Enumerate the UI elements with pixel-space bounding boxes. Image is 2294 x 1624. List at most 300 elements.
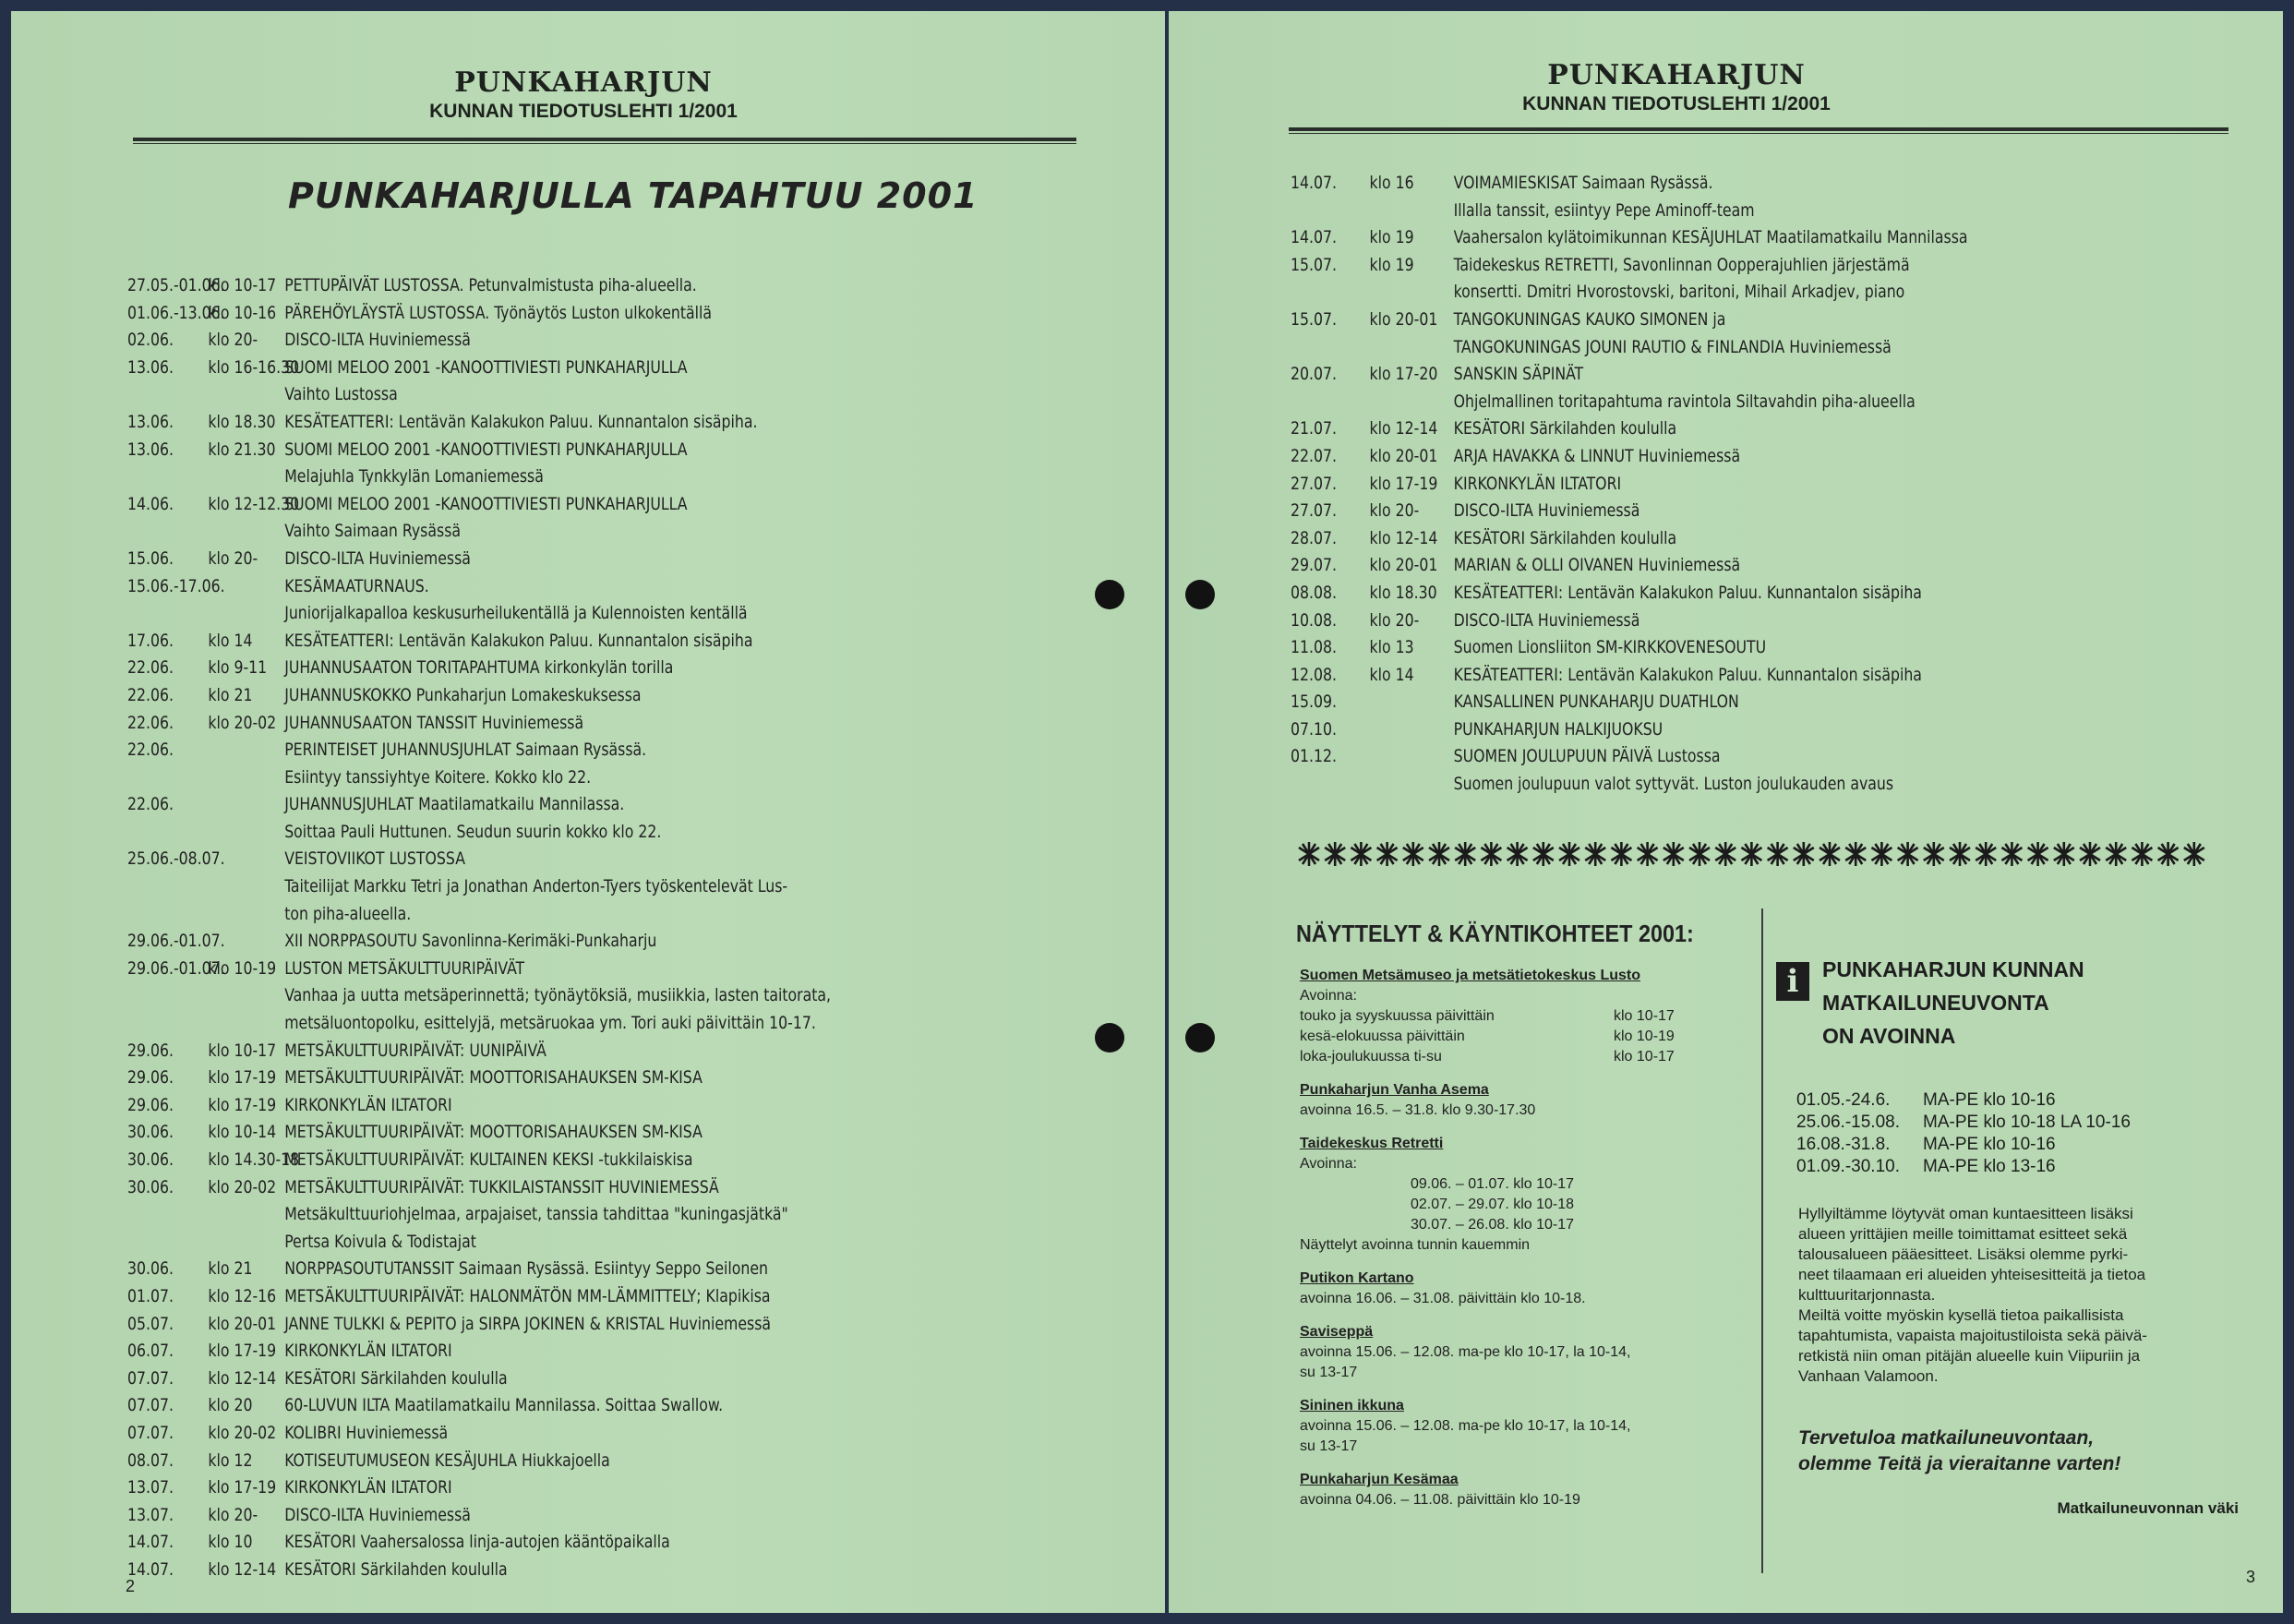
venue-hours-row	[1300, 1047, 1706, 1067]
hours-row	[1796, 1089, 2056, 1112]
event-item	[1291, 471, 2191, 499]
event-time: klo 20-01	[208, 1313, 277, 1334]
event-time: klo 21	[208, 684, 253, 705]
venue-hours-label: Avoinna:	[1300, 1156, 1357, 1172]
event-date: 05.07.	[127, 1313, 174, 1334]
event-time: klo 20-02	[208, 1422, 277, 1443]
event-date: 10.08.	[1291, 609, 1338, 631]
event-description: KESÄTEATTERI: Lentävän Kalakukon Paluu. Kunnantalon sisäpiha	[1453, 664, 1922, 685]
event-description: Vaihto Lustossa	[284, 384, 398, 405]
event-date: 22.06.	[127, 740, 174, 761]
event-date: 14.07.	[1291, 173, 1338, 193]
snowflake-icon	[1924, 842, 1944, 866]
venue-hours-row	[1300, 1174, 1706, 1195]
snowflake-icon	[1638, 842, 1658, 866]
hours-period: 01.09.-30.10.	[1796, 1157, 1900, 1176]
event-date: 08.08.	[1291, 582, 1338, 603]
event-item	[127, 1065, 977, 1092]
event-item	[1291, 743, 2191, 798]
event-description: metsäluontopolku, esittelyjä, metsäruokaa ym. Tori auki päivittäin 10-17.	[284, 1013, 816, 1034]
event-description: SUOMI MELOO 2001 -KANOOTTIVIESTI PUNKAHARJULLA	[284, 493, 688, 514]
event-date: 27.07.	[1291, 500, 1338, 522]
event-description: KIRKONKYLÄN ILTATORI	[284, 1477, 452, 1498]
event-description: MARIAN & OLLI OIVANEN Huviniemessä	[1453, 555, 1741, 576]
snowflake-icon	[2028, 842, 2048, 866]
event-time: klo 17-19	[208, 1341, 277, 1362]
hours-period: 16.08.-31.8.	[1796, 1135, 1891, 1154]
event-time: klo 12-16	[208, 1285, 277, 1306]
tourist-info-heading-line: PUNKAHARJUN KUNNAN	[1822, 957, 2084, 981]
event-time: klo 16-16.30	[208, 356, 300, 378]
event-date: 15.06.	[127, 547, 174, 569]
snowflake-icon	[1377, 842, 1398, 866]
event-date: 06.07.	[127, 1341, 174, 1362]
event-description: KIRKONKYLÄN ILTATORI	[284, 1341, 452, 1362]
venue-hours-label: Avoinna:	[1300, 988, 1357, 1004]
event-item	[127, 1256, 977, 1283]
event-item	[127, 327, 977, 355]
event-date: 12.08.	[1291, 664, 1338, 685]
snowflake-icon	[1794, 842, 1814, 866]
event-description: DISCO-ILTA Huviniemessä	[1453, 500, 1640, 522]
event-date: 25.06.-08.07.	[127, 848, 225, 870]
event-item	[127, 710, 977, 738]
info-paragraph-line: retkistä niin oman pitäjän alueelle kuin Viipuriin ja	[1798, 1347, 2141, 1365]
snowflake-border-icon	[1296, 836, 2219, 872]
event-description: XII NORPPASOUTU Savonlinna-Kerimäki-Punkaharju	[284, 931, 657, 952]
snowflake-icon	[1871, 842, 1892, 866]
event-date: 30.06.	[127, 1122, 174, 1143]
event-description: KANSALLINEN PUNKAHARJU DUATHLON	[1453, 692, 1739, 713]
event-description: KOLIBRI Huviniemessä	[284, 1422, 449, 1443]
hours-row	[1796, 1112, 2131, 1134]
venue-name: Punkaharjun Vanha Asema	[1300, 1082, 1489, 1098]
event-date: 22.06.	[127, 684, 174, 705]
event-date: 22.06.	[127, 657, 174, 679]
event-date: 29.06.	[127, 1094, 174, 1115]
event-item	[127, 928, 977, 956]
event-date: 14.06.	[127, 493, 174, 514]
event-description: KESÄTORI Särkilahden koululla	[284, 1367, 508, 1389]
tourist-info-heading	[1822, 953, 2084, 1053]
venue-name: Sininen ikkuna	[1300, 1398, 1404, 1413]
tourist-info-heading-line: ON AVOINNA	[1822, 1024, 1956, 1048]
event-description: ARJA HAVAKKA & LINNUT Huviniemessä	[1453, 445, 1741, 466]
snowflake-icon	[1351, 842, 1371, 866]
event-item	[1291, 580, 2191, 607]
event-date: 30.06.	[127, 1176, 174, 1197]
event-item	[127, 300, 977, 328]
venue-hours-row	[1300, 1215, 1706, 1235]
event-date: 13.07.	[127, 1504, 174, 1525]
event-date: 07.07.	[127, 1367, 174, 1389]
event-description: Illalla tanssit, esiintyy Pepe Aminoff-team	[1453, 199, 1755, 221]
event-item	[1291, 634, 2191, 662]
event-time: klo 14	[1369, 664, 1414, 685]
event-date: 29.06.	[127, 1040, 174, 1061]
event-item	[1291, 552, 2191, 580]
event-description: Vaihto Saimaan Rysässä	[284, 521, 462, 542]
event-item	[127, 546, 977, 573]
event-description: JUHANNUSAATON TORITAPAHTUMA kirkonkylän torilla	[284, 657, 674, 679]
event-description: KESÄTEATTERI: Lentävän Kalakukon Paluu. Kunnantalon sisäpiha	[284, 630, 753, 651]
event-description: KIRKONKYLÄN ILTATORI	[284, 1094, 452, 1115]
event-item	[127, 1448, 977, 1475]
event-description: METSÄKULTTUURIPÄIVÄT: TUKKILAISTANSSIT HUVINIEMESSÄ	[284, 1176, 719, 1197]
snowflake-icon	[1585, 842, 1605, 866]
event-date: 14.07.	[127, 1558, 174, 1580]
event-date: 29.06.-01.07.	[127, 957, 225, 979]
event-item	[127, 272, 977, 300]
event-item	[1291, 170, 2191, 224]
hours-period: 01.05.-24.6.	[1796, 1090, 1891, 1110]
event-item	[127, 1092, 977, 1120]
event-time: klo 17-19	[1369, 473, 1438, 494]
event-date: 13.06.	[127, 356, 174, 378]
left-masthead	[366, 66, 800, 123]
event-description: KESÄMAATURNAUS.	[284, 575, 429, 596]
event-description: DISCO-ILTA Huviniemessä	[1453, 609, 1640, 631]
event-item	[127, 1392, 977, 1420]
event-item	[127, 682, 977, 710]
right-masthead	[1459, 59, 1893, 115]
event-date: 08.07.	[127, 1450, 174, 1471]
event-time: klo 20-01	[1369, 555, 1438, 576]
page-number: 3	[2245, 1568, 2255, 1586]
venue-hours-label: avoinna 15.06. – 12.08. ma-pe klo 10-17, la 10-14,	[1300, 1418, 1631, 1434]
event-description: SANSKIN SÄPINÄT	[1453, 364, 1584, 385]
event-date: 30.06.	[127, 1149, 174, 1170]
snowflake-icon	[1845, 842, 1866, 866]
event-time: klo 12	[208, 1450, 253, 1471]
event-description: PERINTEISET JUHANNUSJUHLAT Saimaan Rysässä.	[284, 740, 647, 761]
event-date: 27.07.	[1291, 473, 1338, 494]
event-date: 29.06.-01.07.	[127, 931, 225, 952]
snowflake-icon	[2158, 842, 2179, 866]
snowflake-icon	[1715, 842, 1736, 866]
venue-hours-row	[1300, 1289, 1706, 1309]
event-date: 17.06.	[127, 630, 174, 651]
hours-row	[1796, 1156, 2056, 1178]
event-time: klo 10-14	[208, 1122, 277, 1143]
venue-hours-label: loka-joulukuussa ti-su	[1300, 1049, 1442, 1065]
event-description: PUNKAHARJUN HALKIJUOKSU	[1453, 718, 1663, 740]
venue-hours-row	[1300, 1027, 1706, 1047]
event-date: 22.06.	[127, 712, 174, 733]
event-item	[127, 409, 977, 437]
event-date: 20.07.	[1291, 364, 1338, 385]
event-date: 30.06.	[127, 1258, 174, 1280]
event-time: klo 14	[208, 630, 253, 651]
event-item	[1291, 252, 2191, 307]
event-description: LUSTON METSÄKULTTUURIPÄIVÄT	[284, 957, 525, 979]
event-description: Juniorijalkapalloa keskusurheilukentällä ja Kulennoisten kentällä	[284, 603, 748, 624]
event-time: klo 12-14	[1369, 418, 1438, 439]
snowflake-icon	[2054, 842, 2074, 866]
info-paragraph-line: Hyllyiltämme löytyvät oman kuntaesitteen lisäksi	[1798, 1205, 2133, 1222]
venue-name: Putikon Kartano	[1300, 1270, 1414, 1286]
event-date: 22.06.	[127, 794, 174, 815]
event-date: 02.06.	[127, 330, 174, 351]
event-time: klo 20-01	[1369, 308, 1438, 330]
info-paragraph	[1798, 1204, 2241, 1387]
event-description: DISCO-ILTA Huviniemessä	[284, 330, 471, 351]
hours-row	[1796, 1134, 2056, 1156]
event-time: klo 17-20	[1369, 364, 1438, 385]
venue-hours-row	[1300, 1416, 1706, 1437]
event-item	[127, 1119, 977, 1147]
event-item	[1291, 224, 2191, 252]
left-event-list	[127, 272, 977, 1584]
ornament-border	[1296, 836, 2219, 881]
info-paragraph-line: tapahtumista, vapaista majoitustiloista sekä päivä-	[1798, 1327, 2147, 1344]
snowflake-icon	[1950, 842, 1970, 866]
event-description: Suomen joulupuun valot syttyvät. Luston joulukauden avaus	[1453, 774, 1894, 795]
event-description: TANGOKUNINGAS JOUNI RAUTIO & FINLANDIA Huviniemessä	[1453, 336, 1892, 357]
hours-value: MA-PE klo 10-16	[1923, 1090, 2056, 1110]
event-item	[1291, 307, 2191, 361]
event-item	[127, 846, 977, 928]
event-item	[1291, 716, 2191, 744]
welcome-line: Tervetuloa matkailuneuvontaan,	[1798, 1427, 2095, 1449]
event-description: TANGOKUNINGAS KAUKO SIMONEN ja	[1453, 308, 1726, 330]
event-item	[127, 628, 977, 656]
page-title: PUNKAHARJULLA TAPAHTUU 2001	[288, 175, 979, 216]
event-date: 07.07.	[127, 1395, 174, 1416]
snowflake-icon	[1820, 842, 1840, 866]
venue-hours-label: 30.07. – 26.08. klo 10-17	[1411, 1217, 1575, 1233]
event-date: 14.07.	[127, 1532, 174, 1553]
event-time: klo 21.30	[208, 439, 276, 460]
event-description: PÄREHÖYLÄYSTÄ LUSTOSSA. Työnäytös Luston ulkokentällä	[284, 302, 713, 323]
event-time: klo 20-	[208, 330, 258, 351]
venue-hours-label: 02.07. – 29.07. klo 10-18	[1411, 1197, 1575, 1212]
event-time: klo 12-14	[208, 1367, 277, 1389]
snowflake-icon	[1768, 842, 1788, 866]
venue-hours-label: avoinna 16.06. – 31.08. päivittäin klo 10-18.	[1300, 1291, 1586, 1306]
event-time: klo 21	[208, 1258, 253, 1280]
info-paragraph-line: alueen yrittäjien meille toimittamat esitteet sekä	[1798, 1225, 2128, 1243]
info-paragraph-line: Vanhaan Valamoon.	[1798, 1367, 1939, 1385]
event-time: klo 12-14	[1369, 527, 1438, 548]
opening-hours	[1796, 1089, 2131, 1178]
event-date: 28.07.	[1291, 527, 1338, 548]
event-date: 07.10.	[1291, 718, 1338, 740]
snowflake-icon	[1898, 842, 1918, 866]
event-item	[127, 1283, 977, 1311]
event-date: 01.06.-13.06.	[127, 302, 225, 323]
event-date: 15.07.	[1291, 308, 1338, 330]
masthead-title: PUNKAHARJUN	[1547, 59, 1806, 91]
event-description: KESÄTEATTERI: Lentävän Kalakukon Paluu. Kunnantalon sisäpiha.	[284, 411, 758, 432]
page-number: 2	[126, 1577, 136, 1595]
event-description: KOTISEUTUMUSEON KESÄJUHLA Hiukkajoella	[284, 1450, 610, 1471]
venue-hours-label: su 13-17	[1300, 1365, 1358, 1380]
welcome-line: olemme Teitä ja vieraitanne varten!	[1798, 1453, 2121, 1474]
snowflake-icon	[1429, 842, 1449, 866]
snowflake-icon	[1455, 842, 1475, 866]
event-item	[1291, 361, 2191, 415]
event-description: KESÄTEATTERI: Lentävän Kalakukon Paluu. Kunnantalon sisäpiha	[1453, 582, 1922, 603]
right-event-list	[1291, 170, 2191, 799]
event-item	[127, 1038, 977, 1065]
snowflake-icon	[1403, 842, 1423, 866]
event-description: DISCO-ILTA Huviniemessä	[284, 547, 471, 569]
event-item	[127, 737, 977, 791]
event-time: klo 14.30-18	[208, 1149, 300, 1170]
event-time: klo 10-17	[208, 1040, 277, 1061]
event-description: SUOMI MELOO 2001 -KANOOTTIVIESTI PUNKAHARJULLA	[284, 356, 688, 378]
event-description: Suomen Lionsliiton SM-KIRKKOVENESOUTU	[1453, 637, 1767, 658]
event-description: Pertsa Koivula & Todistajat	[284, 1231, 476, 1252]
snowflake-icon	[1611, 842, 1631, 866]
venue-hours-label: avoinna 15.06. – 12.08. ma-pe klo 10-17, la 10-14,	[1300, 1344, 1631, 1360]
snowflake-icon	[1325, 842, 1345, 866]
info-paragraph-line: neet tilaamaan eri alueiden yhteisesitteitä ja tietoa	[1798, 1266, 2146, 1283]
column-divider	[1761, 908, 1763, 1573]
event-description: Taiteilijat Markku Tetri ja Jonathan Anderton-Tyers työskentelevät Lus-	[284, 876, 788, 897]
snowflake-icon	[1299, 842, 1319, 866]
info-paragraph-line: kulttuuritarjonnasta.	[1798, 1286, 1936, 1304]
venue-hours-time: klo 10-17	[1614, 1008, 1675, 1024]
event-time: klo 10-16	[208, 302, 277, 323]
event-description: KESÄTORI Särkilahden koululla	[284, 1558, 508, 1580]
venue-name: Saviseppä	[1300, 1324, 1374, 1340]
event-description: Metsäkulttuuriohjelmaa, arpajaiset, tanssia tahdittaa "kuningasjätkä"	[284, 1204, 788, 1225]
venue-hours-row	[1300, 1195, 1706, 1215]
venue-hours-row	[1300, 1490, 1706, 1510]
event-description: PETTUPÄIVÄT LUSTOSSA. Petunvalmistusta piha-alueella.	[284, 275, 697, 295]
event-description: Ohjelmallinen toritapahtuma ravintola Siltavahdin piha-alueella	[1453, 391, 1916, 412]
event-time: klo 20-	[208, 1504, 258, 1525]
event-time: klo 20-	[1369, 609, 1420, 631]
snowflake-icon	[2001, 842, 2022, 866]
event-time: klo 17-19	[208, 1067, 277, 1089]
hours-value: MA-PE klo 13-16	[1923, 1157, 2056, 1176]
event-description: VOIMAMIESKISAT Saimaan Rysässä.	[1453, 173, 1713, 193]
event-date: 13.06.	[127, 411, 174, 432]
punch-hole	[1095, 580, 1124, 609]
hours-value: MA-PE klo 10-16	[1923, 1135, 2056, 1154]
event-time: klo 20-	[1369, 500, 1420, 522]
info-paragraph-line: talousalueen pääesitteet. Lisäksi olemme pyrki-	[1798, 1245, 2129, 1263]
event-description: Esiintyy tanssiyhtye Koitere. Kokko klo 22.	[284, 766, 592, 788]
welcome-text	[1798, 1426, 2241, 1477]
event-description: 60-LUVUN ILTA Maatilamatkailu Mannilassa. Soittaa Swallow.	[284, 1395, 724, 1416]
venue-name: Punkaharjun Kesämaa	[1300, 1472, 1459, 1487]
event-description: SUOMI MELOO 2001 -KANOOTTIVIESTI PUNKAHARJULLA	[284, 439, 688, 460]
exhibits-list	[1300, 966, 1706, 1510]
snowflake-icon	[1663, 842, 1684, 866]
event-time: klo 10	[208, 1532, 253, 1553]
event-item	[127, 1420, 977, 1448]
snowflake-icon	[2184, 842, 2204, 866]
event-time: klo 17-19	[208, 1094, 277, 1115]
snowflake-icon	[1533, 842, 1554, 866]
event-date: 22.07.	[1291, 445, 1338, 466]
event-date: 07.07.	[127, 1422, 174, 1443]
event-item	[127, 1529, 977, 1557]
venue-hours-row	[1300, 986, 1706, 1006]
event-time: klo 10-17	[208, 275, 277, 295]
event-description: METSÄKULTTUURIPÄIVÄT: HALONMÄTÖN MM-LÄMMITTELY; Klapikisa	[284, 1285, 771, 1306]
event-description: DISCO-ILTA Huviniemessä	[284, 1504, 471, 1525]
masthead-subtitle: KUNNAN TIEDOTUSLEHTI 1/2001	[429, 101, 738, 122]
left-page	[11, 11, 1165, 1613]
event-description: KIRKONKYLÄN ILTATORI	[1453, 473, 1622, 494]
venue-hours-row	[1300, 1101, 1706, 1121]
snowflake-icon	[2106, 842, 2126, 866]
event-item	[127, 791, 977, 846]
event-item	[1291, 607, 2191, 635]
event-item	[127, 573, 977, 628]
event-date: 13.07.	[127, 1477, 174, 1498]
event-item	[1291, 662, 2191, 690]
event-description: JUHANNUSAATON TANSSIT Huviniemessä	[284, 712, 584, 733]
event-item	[127, 1502, 977, 1530]
masthead-title: PUNKAHARJUN	[454, 66, 713, 99]
snowflake-icon	[2080, 842, 2100, 866]
event-time: klo 10-19	[208, 957, 277, 979]
event-description: KESÄTORI Särkilahden koululla	[1453, 527, 1677, 548]
punch-hole	[1185, 580, 1215, 609]
venue-hours-row	[1300, 1437, 1706, 1457]
punch-hole	[1185, 1023, 1215, 1053]
event-time: klo 20	[208, 1395, 253, 1416]
venue-hours-label: su 13-17	[1300, 1438, 1358, 1454]
event-date: 21.07.	[1291, 418, 1338, 439]
event-date: 29.07.	[1291, 555, 1338, 576]
event-time: klo 20-02	[208, 712, 277, 733]
event-description: VEISTOVIIKOT LUSTOSSA	[284, 848, 465, 870]
event-description: Vaahersalon kylätoimikunnan KESÄJUHLAT Maatilamatkailu Mannilassa	[1453, 227, 1968, 248]
snowflake-icon	[1689, 842, 1710, 866]
masthead-rule	[133, 138, 1076, 144]
event-item	[1291, 498, 2191, 525]
signature: Matkailuneuvonnan väki	[2057, 1499, 2239, 1517]
venue-hours-row	[1300, 1363, 1706, 1383]
event-time: klo 20-	[208, 547, 258, 569]
venue-hours-row	[1300, 1342, 1706, 1363]
masthead-rule	[1289, 127, 2228, 134]
event-time: klo 20-01	[1369, 445, 1438, 466]
event-description: METSÄKULTTUURIPÄIVÄT: MOOTTORISAHAUKSEN SM-KISA	[284, 1122, 703, 1143]
venue-hours-label: Näyttelyt avoinna tunnin kauemmin	[1300, 1237, 1531, 1253]
tourist-info-heading-line: MATKAILUNEUVONTA	[1822, 991, 2049, 1015]
event-time: klo 20-02	[208, 1176, 277, 1197]
venue-hours-label: kesä-elokuussa päivittäin	[1300, 1029, 1465, 1044]
event-time: klo 9-11	[208, 657, 268, 679]
hours-period: 25.06.-15.08.	[1796, 1113, 1900, 1132]
event-item	[127, 1557, 977, 1584]
event-time: klo 16	[1369, 173, 1414, 193]
event-time: klo 17-19	[208, 1477, 277, 1498]
masthead-subtitle: KUNNAN TIEDOTUSLEHTI 1/2001	[1522, 93, 1831, 114]
event-item	[127, 956, 977, 1038]
event-date: 14.07.	[1291, 227, 1338, 248]
punch-hole	[1095, 1023, 1124, 1053]
event-date: 27.05.-01.06.	[127, 275, 225, 295]
venue-hours-row	[1300, 1235, 1706, 1256]
event-item	[127, 1365, 977, 1393]
venue-hours-label: avoinna 04.06. – 11.08. päivittäin klo 10-19	[1300, 1492, 1580, 1508]
snowflake-icon	[1559, 842, 1579, 866]
event-date: 15.06.-17.06.	[127, 575, 225, 596]
event-description: JANNE TULKKI & PEPITO ja SIRPA JOKINEN & KRISTAL Huviniemessä	[284, 1313, 772, 1334]
snowflake-icon	[1741, 842, 1761, 866]
event-time: klo 18.30	[1369, 582, 1437, 603]
event-item	[127, 655, 977, 682]
